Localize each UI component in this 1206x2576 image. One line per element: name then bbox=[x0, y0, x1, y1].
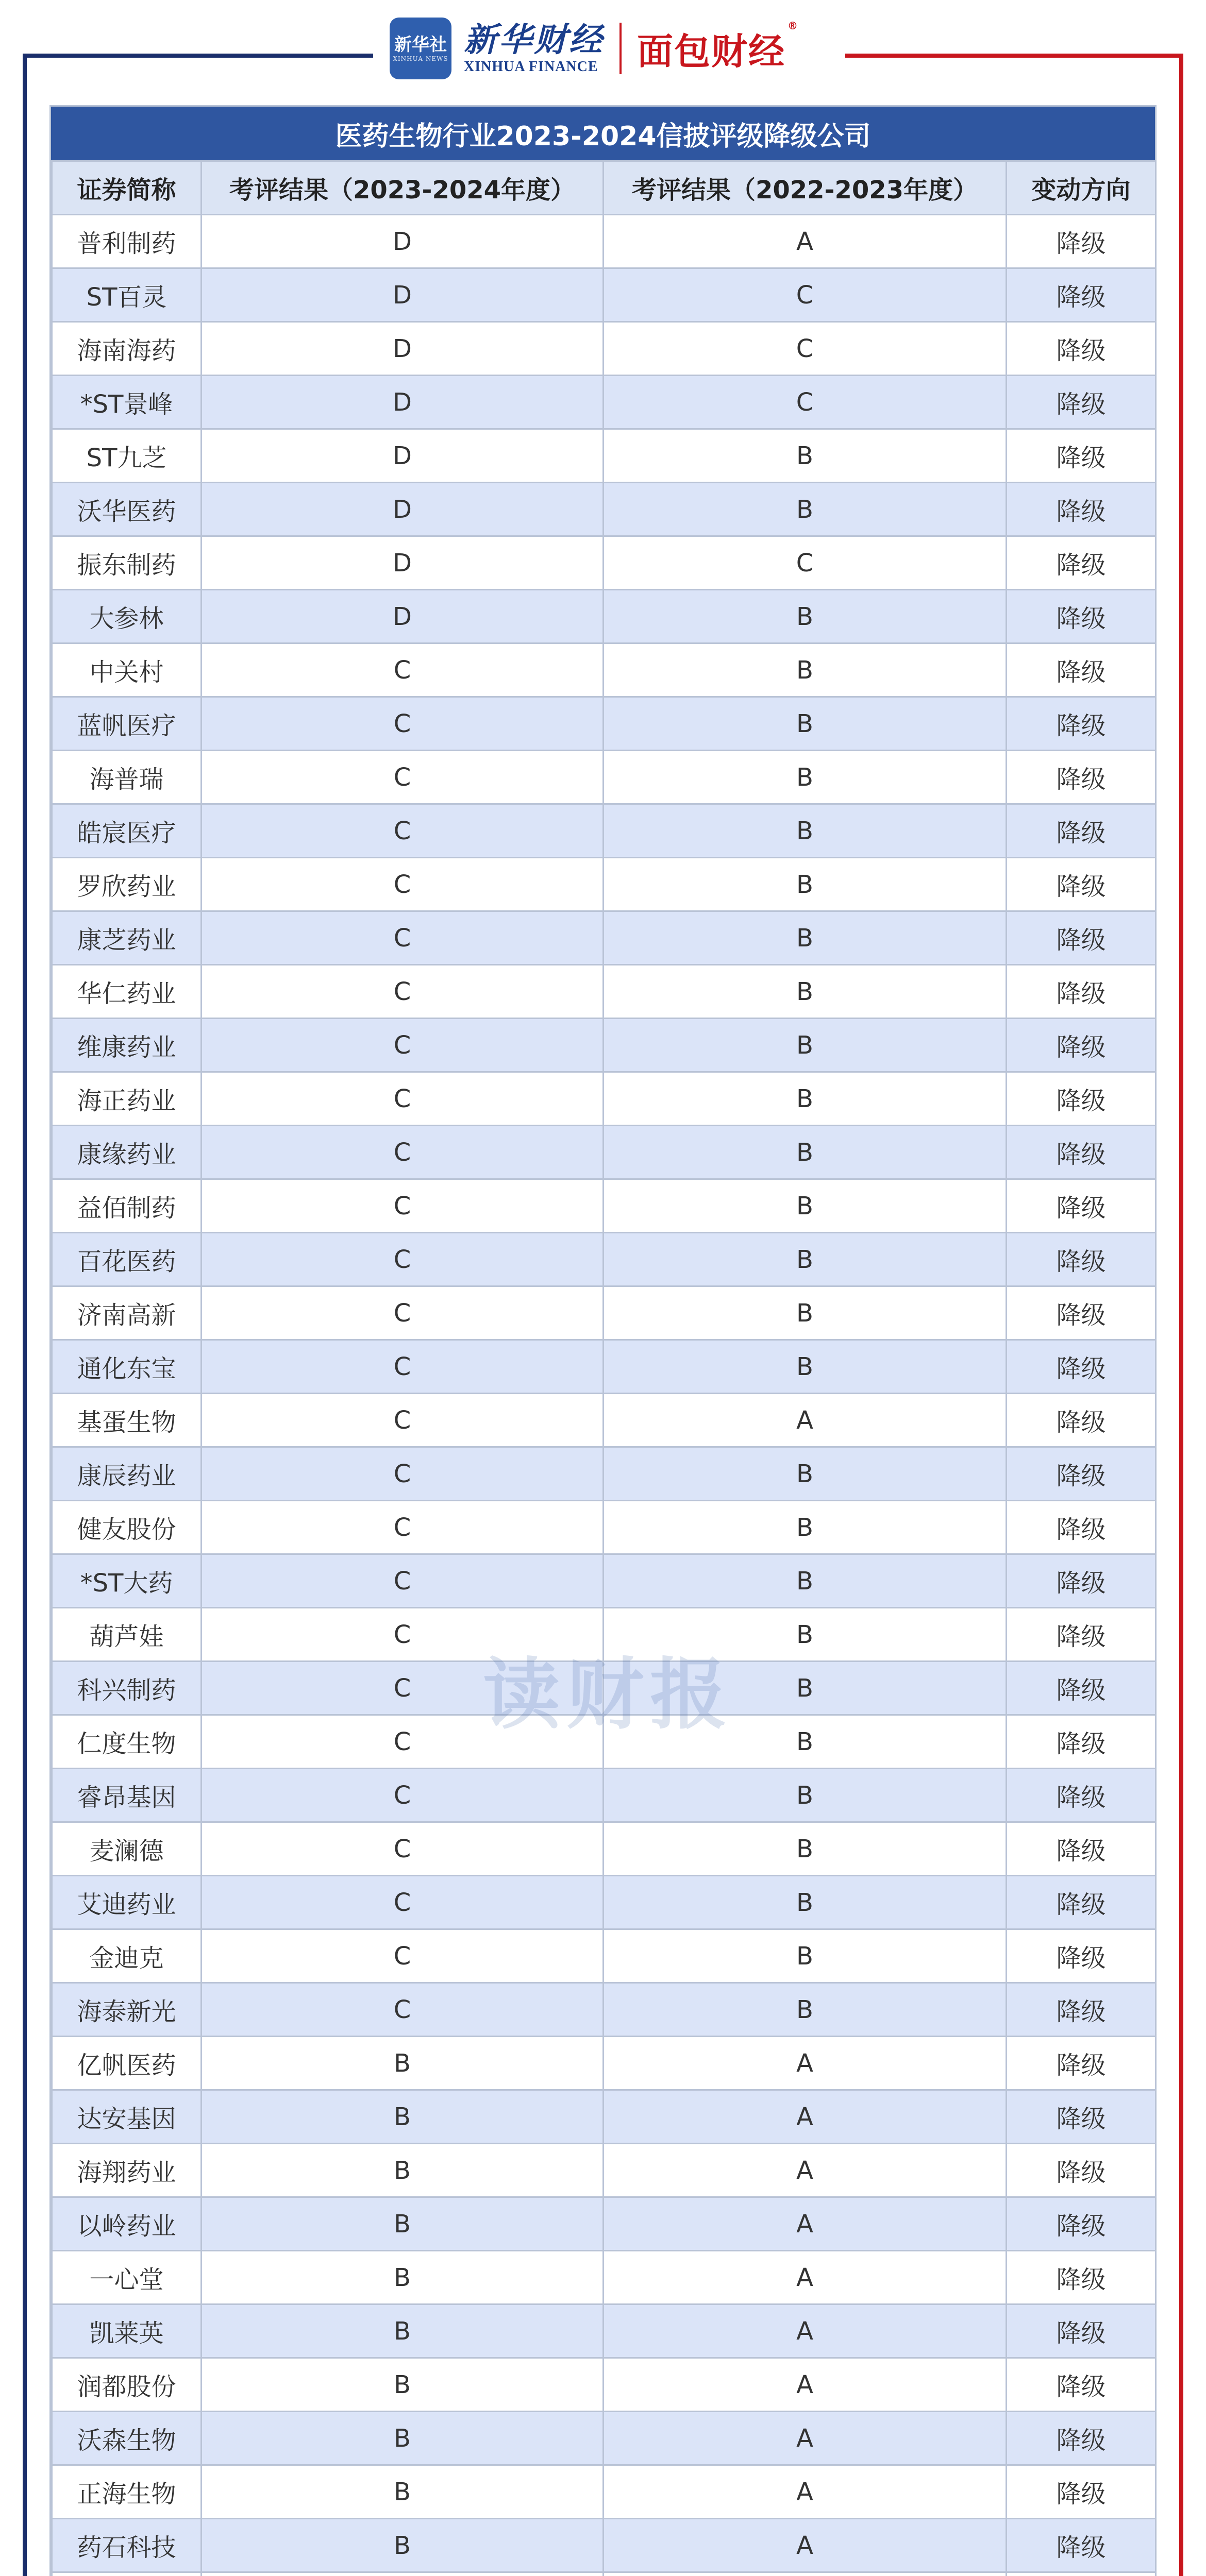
rating-2023-2024-cell: D bbox=[202, 215, 604, 268]
table-title: 医药生物行业2023-2024信披评级降级公司 bbox=[51, 107, 1155, 160]
direction-cell: 降级 bbox=[1007, 2304, 1156, 2358]
stock-name-cell: 金迪克 bbox=[52, 1929, 202, 1983]
rating-2023-2024-cell: C bbox=[202, 1394, 604, 1447]
stock-name-cell: 葫芦娃 bbox=[52, 1608, 202, 1662]
direction-cell: 降级 bbox=[1007, 2251, 1156, 2304]
rating-2023-2024-cell: C bbox=[202, 751, 604, 804]
direction-cell: 降级 bbox=[1007, 322, 1156, 376]
table-row bbox=[52, 1447, 1156, 1501]
table-row bbox=[52, 2519, 1156, 2572]
rating-2023-2024-cell: D bbox=[202, 322, 604, 376]
direction-cell: 降级 bbox=[1007, 1715, 1156, 1769]
rating-2022-2023-cell: B bbox=[604, 804, 1007, 858]
rating-2023-2024-cell: C bbox=[202, 1554, 604, 1608]
direction-cell: 降级 bbox=[1007, 1501, 1156, 1554]
rating-2023-2024-cell: C bbox=[202, 1501, 604, 1554]
rating-2022-2023-cell bbox=[604, 2572, 1007, 2576]
direction-cell: 降级 bbox=[1007, 1662, 1156, 1715]
stock-name-cell: 维康药业 bbox=[52, 1019, 202, 1072]
stock-name-cell: 济南高新 bbox=[52, 1286, 202, 1340]
rating-2022-2023-cell: B bbox=[604, 1233, 1007, 1286]
rating-2023-2024-cell: C bbox=[202, 804, 604, 858]
rating-2023-2024-cell: C bbox=[202, 1286, 604, 1340]
rating-2022-2023-cell: B bbox=[604, 1929, 1007, 1983]
rating-2022-2023-cell: B bbox=[604, 1876, 1007, 1929]
table-row bbox=[52, 2144, 1156, 2197]
rating-2023-2024-cell: C bbox=[202, 1179, 604, 1233]
rating-2023-2024-cell: C bbox=[202, 697, 604, 751]
stock-name-cell: ST百灵 bbox=[52, 268, 202, 322]
stock-name-cell: 基蛋生物 bbox=[52, 1394, 202, 1447]
table-row bbox=[52, 2251, 1156, 2304]
table-row bbox=[52, 1233, 1156, 1286]
table-row bbox=[52, 1019, 1156, 1072]
stock-name-cell: 海普瑞 bbox=[52, 751, 202, 804]
stock-name-cell: 达安基因 bbox=[52, 2090, 202, 2144]
stock-name-cell: 振东制药 bbox=[52, 536, 202, 590]
direction-cell: 降级 bbox=[1007, 1554, 1156, 1608]
direction-cell bbox=[1007, 2572, 1156, 2576]
registered-mark: ® bbox=[788, 19, 799, 32]
table-row bbox=[52, 2412, 1156, 2465]
rating-2022-2023-cell: A bbox=[604, 2144, 1007, 2197]
stock-name-cell: 艾迪药业 bbox=[52, 1876, 202, 1929]
rating-2023-2024-cell: D bbox=[202, 483, 604, 536]
stock-name-cell: 睿昂基因 bbox=[52, 1769, 202, 1822]
xinhua-finance-logo bbox=[464, 22, 604, 75]
column-header-stock-name: 证券简称 bbox=[52, 161, 202, 215]
table-row bbox=[52, 1715, 1156, 1769]
rating-2022-2023-cell: C bbox=[604, 268, 1007, 322]
rating-2022-2023-cell: A bbox=[604, 2412, 1007, 2465]
rating-2022-2023-cell: B bbox=[604, 1822, 1007, 1876]
rating-2022-2023-cell: B bbox=[604, 590, 1007, 643]
rating-2022-2023-cell: A bbox=[604, 2304, 1007, 2358]
rating-2023-2024-cell: D bbox=[202, 376, 604, 429]
direction-cell: 降级 bbox=[1007, 376, 1156, 429]
header-row bbox=[52, 161, 1156, 215]
table-row bbox=[52, 1286, 1156, 1340]
stock-name-cell: 中关村 bbox=[52, 643, 202, 697]
direction-cell: 降级 bbox=[1007, 2412, 1156, 2465]
table-row bbox=[52, 268, 1156, 322]
stock-name-cell: 正海生物 bbox=[52, 2465, 202, 2519]
stock-name-cell: 益佰制药 bbox=[52, 1179, 202, 1233]
stock-name-cell: 润都股份 bbox=[52, 2358, 202, 2412]
stock-name-cell: 康芝药业 bbox=[52, 911, 202, 965]
direction-cell: 降级 bbox=[1007, 1394, 1156, 1447]
rating-2022-2023-cell: B bbox=[604, 429, 1007, 483]
table-row bbox=[52, 1983, 1156, 2037]
rating-2023-2024-cell: B bbox=[202, 2197, 604, 2251]
rating-2022-2023-cell: A bbox=[604, 2251, 1007, 2304]
stock-name-cell bbox=[52, 2572, 202, 2576]
table-row bbox=[52, 1876, 1156, 1929]
rating-2022-2023-cell: B bbox=[604, 1126, 1007, 1179]
stock-name-cell: 康缘药业 bbox=[52, 1126, 202, 1179]
stock-name-cell: 科兴制药 bbox=[52, 1662, 202, 1715]
rating-2022-2023-cell: B bbox=[604, 965, 1007, 1019]
logo-divider bbox=[619, 23, 622, 74]
stock-name-cell: 海泰新光 bbox=[52, 1983, 202, 2037]
rating-2023-2024-cell: C bbox=[202, 965, 604, 1019]
table-row bbox=[52, 804, 1156, 858]
rating-2023-2024-cell: B bbox=[202, 2251, 604, 2304]
stock-name-cell: ST九芝 bbox=[52, 429, 202, 483]
column-header-rating-2023-2024: 考评结果（2023-2024年度） bbox=[202, 161, 604, 215]
stock-name-cell: 海翔药业 bbox=[52, 2144, 202, 2197]
stock-name-cell: 大参林 bbox=[52, 590, 202, 643]
frame-left bbox=[23, 54, 27, 2576]
rating-2022-2023-cell: B bbox=[604, 1179, 1007, 1233]
xinhua-badge-cn: 新华社 bbox=[394, 35, 447, 55]
direction-cell: 降级 bbox=[1007, 804, 1156, 858]
stock-name-cell: 健友股份 bbox=[52, 1501, 202, 1554]
rating-2022-2023-cell: B bbox=[604, 1983, 1007, 2037]
stock-name-cell: 百花医药 bbox=[52, 1233, 202, 1286]
rating-2023-2024-cell: B bbox=[202, 2465, 604, 2519]
rating-2022-2023-cell: B bbox=[604, 1715, 1007, 1769]
direction-cell: 降级 bbox=[1007, 1447, 1156, 1501]
direction-cell: 降级 bbox=[1007, 2037, 1156, 2090]
direction-cell: 降级 bbox=[1007, 2197, 1156, 2251]
rating-2023-2024-cell bbox=[202, 2572, 604, 2576]
rating-2022-2023-cell: A bbox=[604, 2090, 1007, 2144]
direction-cell: 降级 bbox=[1007, 268, 1156, 322]
stock-name-cell: 蓝帆医疗 bbox=[52, 697, 202, 751]
direction-cell: 降级 bbox=[1007, 1233, 1156, 1286]
stock-name-cell: 华仁药业 bbox=[52, 965, 202, 1019]
direction-cell: 降级 bbox=[1007, 483, 1156, 536]
table-row bbox=[52, 1340, 1156, 1394]
rating-2023-2024-cell: C bbox=[202, 1929, 604, 1983]
stock-name-cell: 药石科技 bbox=[52, 2519, 202, 2572]
stock-name-cell: 仁度生物 bbox=[52, 1715, 202, 1769]
direction-cell: 降级 bbox=[1007, 1019, 1156, 1072]
direction-cell: 降级 bbox=[1007, 2144, 1156, 2197]
table-row bbox=[52, 643, 1156, 697]
rating-2022-2023-cell: B bbox=[604, 1608, 1007, 1662]
column-header-rating-2022-2023: 考评结果（2022-2023年度） bbox=[604, 161, 1007, 215]
rating-2023-2024-cell: C bbox=[202, 1715, 604, 1769]
direction-cell: 降级 bbox=[1007, 911, 1156, 965]
rating-2022-2023-cell: B bbox=[604, 1072, 1007, 1126]
rating-2022-2023-cell: B bbox=[604, 1662, 1007, 1715]
rating-2023-2024-cell: D bbox=[202, 590, 604, 643]
direction-cell: 降级 bbox=[1007, 751, 1156, 804]
rating-2022-2023-cell: B bbox=[604, 643, 1007, 697]
rating-2022-2023-cell: C bbox=[604, 322, 1007, 376]
table-row bbox=[52, 2572, 1156, 2576]
column-header-direction: 变动方向 bbox=[1007, 161, 1156, 215]
logo-group bbox=[381, 12, 835, 84]
direction-cell: 降级 bbox=[1007, 1072, 1156, 1126]
frame-top-right-line bbox=[845, 54, 1183, 58]
rating-2022-2023-cell: B bbox=[604, 1019, 1007, 1072]
table-row bbox=[52, 483, 1156, 536]
direction-cell: 降级 bbox=[1007, 1876, 1156, 1929]
stock-name-cell: 通化东宝 bbox=[52, 1340, 202, 1394]
direction-cell: 降级 bbox=[1007, 1769, 1156, 1822]
rating-2023-2024-cell: C bbox=[202, 1340, 604, 1394]
frame-right bbox=[1179, 54, 1183, 2576]
rating-2022-2023-cell: B bbox=[604, 1769, 1007, 1822]
table-row bbox=[52, 376, 1156, 429]
rating-2022-2023-cell: A bbox=[604, 2197, 1007, 2251]
direction-cell: 降级 bbox=[1007, 1179, 1156, 1233]
rating-2023-2024-cell: C bbox=[202, 1822, 604, 1876]
rating-2022-2023-cell: B bbox=[604, 1447, 1007, 1501]
direction-cell: 降级 bbox=[1007, 1822, 1156, 1876]
table-row bbox=[52, 2358, 1156, 2412]
table-row bbox=[52, 1929, 1156, 1983]
direction-cell: 降级 bbox=[1007, 1608, 1156, 1662]
rating-table bbox=[49, 105, 1157, 2576]
stock-name-cell: 海南海药 bbox=[52, 322, 202, 376]
rating-2022-2023-cell: C bbox=[604, 536, 1007, 590]
table-row bbox=[52, 590, 1156, 643]
stock-name-cell: 沃华医药 bbox=[52, 483, 202, 536]
direction-cell: 降级 bbox=[1007, 858, 1156, 911]
rating-2023-2024-cell: C bbox=[202, 1233, 604, 1286]
rating-2023-2024-cell: C bbox=[202, 1019, 604, 1072]
direction-cell: 降级 bbox=[1007, 1929, 1156, 1983]
rating-2022-2023-cell: B bbox=[604, 697, 1007, 751]
direction-cell: 降级 bbox=[1007, 2465, 1156, 2519]
table-body bbox=[52, 215, 1156, 2576]
table-row bbox=[52, 1822, 1156, 1876]
stock-name-cell: 沃森生物 bbox=[52, 2412, 202, 2465]
table-row bbox=[52, 1554, 1156, 1608]
rating-2023-2024-cell: D bbox=[202, 536, 604, 590]
rating-2022-2023-cell: B bbox=[604, 858, 1007, 911]
xinhua-badge-icon bbox=[390, 18, 451, 79]
direction-cell: 降级 bbox=[1007, 536, 1156, 590]
rating-2022-2023-cell: A bbox=[604, 2358, 1007, 2412]
table-row bbox=[52, 322, 1156, 376]
stock-name-cell: 亿帆医药 bbox=[52, 2037, 202, 2090]
stock-name-cell: 凯莱英 bbox=[52, 2304, 202, 2358]
table-row bbox=[52, 1126, 1156, 1179]
stock-name-cell: 以岭药业 bbox=[52, 2197, 202, 2251]
table-row bbox=[52, 2090, 1156, 2144]
direction-cell: 降级 bbox=[1007, 429, 1156, 483]
direction-cell: 降级 bbox=[1007, 643, 1156, 697]
table-row bbox=[52, 965, 1156, 1019]
direction-cell: 降级 bbox=[1007, 1983, 1156, 2037]
stock-name-cell: 康辰药业 bbox=[52, 1447, 202, 1501]
rating-2023-2024-cell: B bbox=[202, 2519, 604, 2572]
rating-2023-2024-cell: C bbox=[202, 1608, 604, 1662]
rating-2023-2024-cell: B bbox=[202, 2037, 604, 2090]
rating-2022-2023-cell: B bbox=[604, 751, 1007, 804]
rating-2022-2023-cell: A bbox=[604, 2465, 1007, 2519]
table-row bbox=[52, 1769, 1156, 1822]
table-row bbox=[52, 1072, 1156, 1126]
rating-2022-2023-cell: A bbox=[604, 2519, 1007, 2572]
rating-2023-2024-cell: C bbox=[202, 1126, 604, 1179]
data-table bbox=[51, 160, 1157, 2576]
mianbao-logo-text: 面包财经 bbox=[637, 30, 785, 73]
rating-2022-2023-cell: B bbox=[604, 1286, 1007, 1340]
direction-cell: 降级 bbox=[1007, 2519, 1156, 2572]
table-row bbox=[52, 2037, 1156, 2090]
rating-2023-2024-cell: B bbox=[202, 2358, 604, 2412]
table-row bbox=[52, 1662, 1156, 1715]
direction-cell: 降级 bbox=[1007, 215, 1156, 268]
stock-name-cell: *ST景峰 bbox=[52, 376, 202, 429]
table-row bbox=[52, 536, 1156, 590]
stock-name-cell: 皓宸医疗 bbox=[52, 804, 202, 858]
direction-cell: 降级 bbox=[1007, 590, 1156, 643]
rating-2023-2024-cell: C bbox=[202, 1662, 604, 1715]
table-row bbox=[52, 1394, 1156, 1447]
rating-2022-2023-cell: B bbox=[604, 911, 1007, 965]
rating-2023-2024-cell: C bbox=[202, 1072, 604, 1126]
table-row bbox=[52, 751, 1156, 804]
table-row bbox=[52, 911, 1156, 965]
rating-2023-2024-cell: D bbox=[202, 268, 604, 322]
direction-cell: 降级 bbox=[1007, 697, 1156, 751]
rating-2022-2023-cell: B bbox=[604, 1554, 1007, 1608]
table-row bbox=[52, 215, 1156, 268]
rating-2023-2024-cell: D bbox=[202, 429, 604, 483]
direction-cell: 降级 bbox=[1007, 1286, 1156, 1340]
rating-2022-2023-cell: A bbox=[604, 215, 1007, 268]
direction-cell: 降级 bbox=[1007, 2090, 1156, 2144]
stock-name-cell: 海正药业 bbox=[52, 1072, 202, 1126]
xinhua-finance-en: XINHUA FINANCE bbox=[464, 59, 598, 75]
rating-2022-2023-cell: B bbox=[604, 1501, 1007, 1554]
table-row bbox=[52, 1501, 1156, 1554]
rating-2023-2024-cell: C bbox=[202, 643, 604, 697]
stock-name-cell: *ST大药 bbox=[52, 1554, 202, 1608]
rating-2023-2024-cell: B bbox=[202, 2144, 604, 2197]
rating-2022-2023-cell: B bbox=[604, 483, 1007, 536]
table-row bbox=[52, 697, 1156, 751]
rating-2022-2023-cell: A bbox=[604, 2037, 1007, 2090]
direction-cell: 降级 bbox=[1007, 1126, 1156, 1179]
rating-2023-2024-cell: C bbox=[202, 1769, 604, 1822]
direction-cell: 降级 bbox=[1007, 965, 1156, 1019]
rating-2023-2024-cell: C bbox=[202, 1447, 604, 1501]
xinhua-finance-cn: 新华财经 bbox=[464, 21, 604, 59]
stock-name-cell: 一心堂 bbox=[52, 2251, 202, 2304]
rating-2023-2024-cell: B bbox=[202, 2304, 604, 2358]
table-row bbox=[52, 1608, 1156, 1662]
direction-cell: 降级 bbox=[1007, 1340, 1156, 1394]
rating-2023-2024-cell: B bbox=[202, 2412, 604, 2465]
stock-name-cell: 罗欣药业 bbox=[52, 858, 202, 911]
table-row bbox=[52, 1179, 1156, 1233]
table-row bbox=[52, 858, 1156, 911]
rating-2022-2023-cell: C bbox=[604, 376, 1007, 429]
table-row bbox=[52, 2465, 1156, 2519]
rating-2023-2024-cell: C bbox=[202, 1983, 604, 2037]
table-row bbox=[52, 429, 1156, 483]
rating-2023-2024-cell: B bbox=[202, 2090, 604, 2144]
stock-name-cell: 普利制药 bbox=[52, 215, 202, 268]
frame-top-left-line bbox=[23, 54, 373, 58]
mianbao-logo bbox=[637, 19, 799, 75]
rating-2022-2023-cell: A bbox=[604, 1394, 1007, 1447]
rating-2023-2024-cell: C bbox=[202, 1876, 604, 1929]
rating-2023-2024-cell: C bbox=[202, 858, 604, 911]
table-row bbox=[52, 2197, 1156, 2251]
direction-cell: 降级 bbox=[1007, 2358, 1156, 2412]
rating-2023-2024-cell: C bbox=[202, 911, 604, 965]
rating-2022-2023-cell: B bbox=[604, 1340, 1007, 1394]
header bbox=[0, 0, 1206, 88]
table-row bbox=[52, 2304, 1156, 2358]
stock-name-cell: 麦澜德 bbox=[52, 1822, 202, 1876]
xinhua-badge-en: XINHUA NEWS bbox=[393, 55, 448, 62]
